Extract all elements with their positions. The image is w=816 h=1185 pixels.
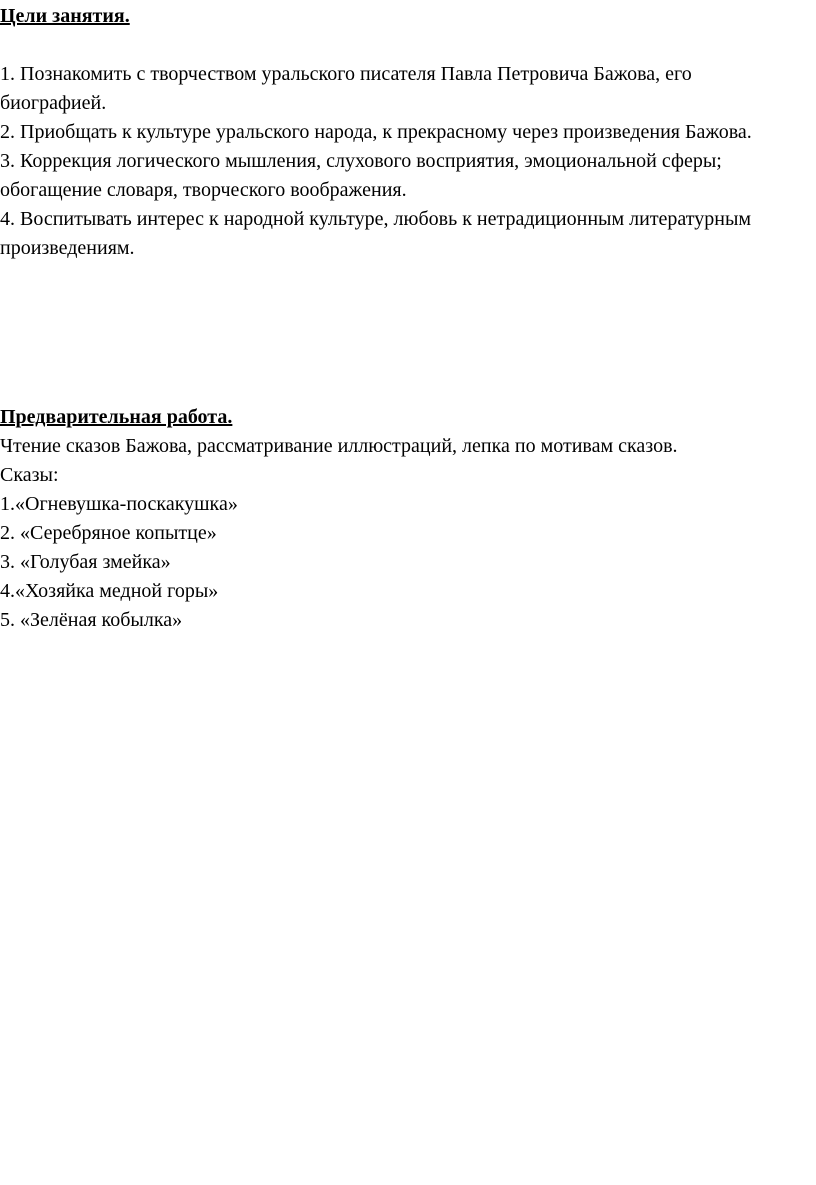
preparation-heading: Предварительная работа. — [0, 406, 233, 428]
goals-heading: Цели занятия. — [0, 5, 130, 27]
goal-item: 4. Воспитывать интерес к народной культуре, любовь к нетрадиционным литературным произведениям. — [0, 208, 752, 259]
tale-item: 5. «Зелёная кобылка» — [0, 609, 183, 631]
tales-label: Сказы: — [0, 464, 59, 486]
tale-item: 1.«Огневушка-поскакушка» — [0, 493, 238, 515]
goal-item: 1. Познакомить с творчеством уральского писателя Павла Петровича Бажова, его биографией. — [0, 63, 692, 114]
tale-item: 4.«Хозяйка медной горы» — [0, 580, 219, 602]
preparation-description: Чтение сказов Бажова, рассматривание иллюстраций, лепка по мотивам сказов. — [0, 435, 678, 457]
preparation-section — [0, 432, 800, 635]
goals-list — [0, 60, 800, 263]
tale-item: 2. «Серебряное копытце» — [0, 522, 217, 544]
goal-item: 3. Коррекция логического мышления, слухового восприятия, эмоциональной сферы; обогащение словаря, творческого воображения. — [0, 150, 722, 201]
tale-item: 3. «Голубая змейка» — [0, 551, 171, 573]
goal-item: 2. Приобщать к культуре уральского народа, к прекрасному через произведения Бажова. — [0, 121, 752, 143]
